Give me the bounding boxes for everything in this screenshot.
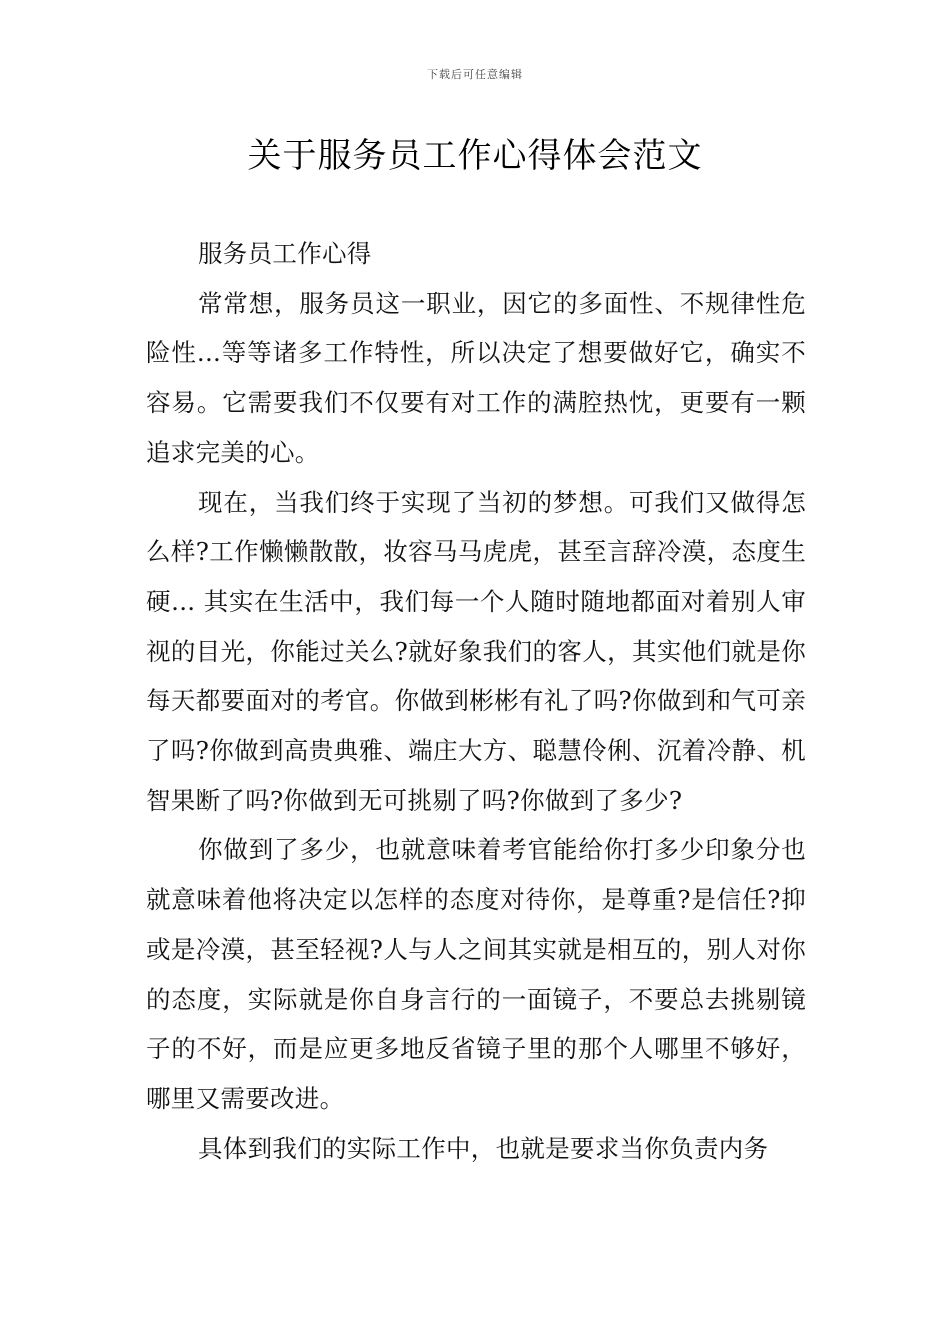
paragraph: 具体到我们的实际工作中，也就是要求当你负责内务 [198, 1133, 769, 1163]
paragraph: 现在，当我们终于实现了当初的梦想。可我们又做得怎么样?工作懒懒散散，妆容马马虎虎，甚至言辞冷漠，态度生硬... 其实在生活中，我们每一个人随时随地都面对着别人审视的目光，你能过关么?就好象我们的客人，其实他们就是你每天都要面对的考官。你做到彬彬有礼了吗?你做到和气可亲了吗?你做到高贵典雅、端庄大方、聪慧伶俐、沉着冷静、机智果断了吗?你做到无可挑剔了吗?你做到了多少? [146, 487, 806, 815]
document-title: 关于服务员工作心得体会范文 [247, 136, 703, 176]
paragraph: 你做到了多少，也就意味着考官能给你打多少印象分也就意味着他将决定以怎样的态度对待你，是尊重?是信任?抑或是冷漠，甚至轻视?人与人之间其实就是相互的，别人对你的态度，实际就是你自身言行的一面镜子，不要总去挑剔镜子的不好，而是应更多地反省镜子里的那个人哪里不够好，哪里又需要改进。 [146, 835, 806, 1113]
document-body [146, 229, 806, 1173]
paragraph: 常常想，服务员这一职业，因它的多面性、不规律性危险性...等等诸多工作特性，所以决定了想要做好它，确实不容易。它需要我们不仅要有对工作的满腔热忱，更要有一颗追求完美的心。 [146, 288, 806, 467]
header-note: 下载后可任意编辑 [427, 68, 523, 81]
paragraph-subtitle: 服务员工作心得 [198, 239, 372, 268]
